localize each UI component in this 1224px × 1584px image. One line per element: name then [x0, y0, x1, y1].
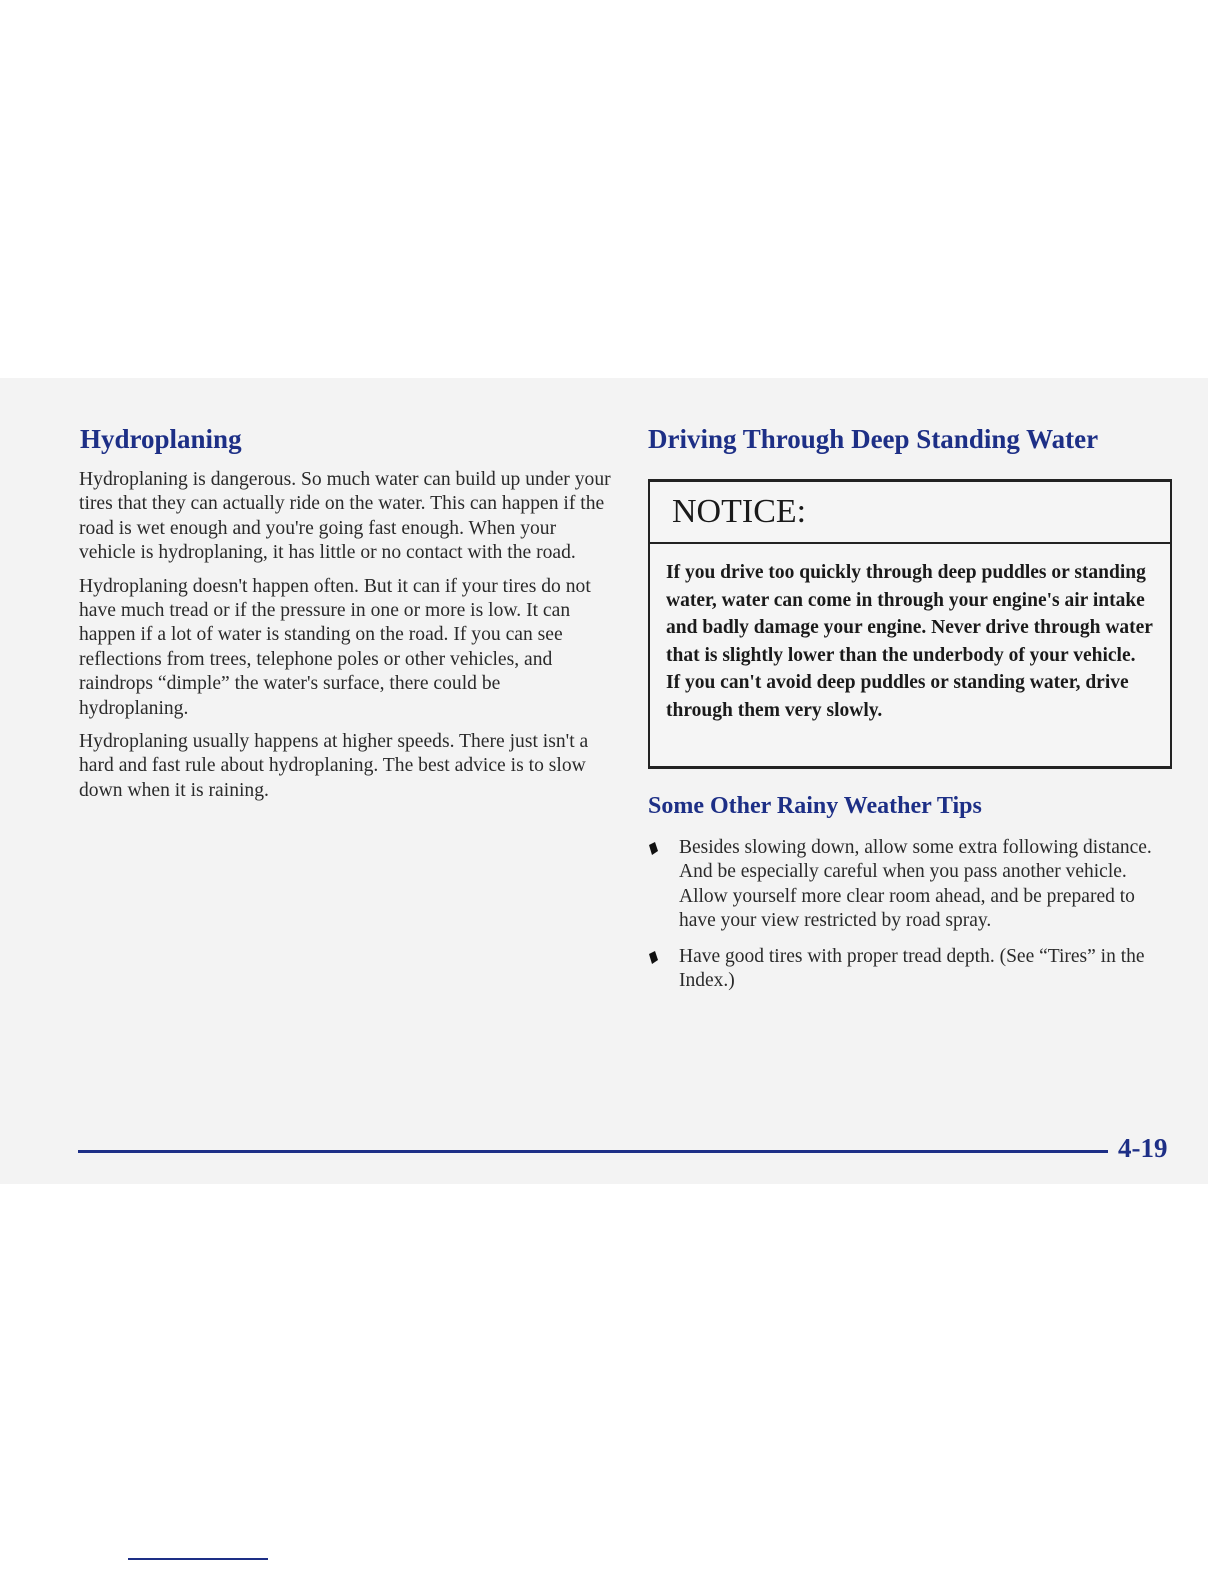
page-number: 4-19	[1118, 1133, 1168, 1163]
list-item	[648, 945, 1172, 994]
hydroplaning-heading: Hydroplaning	[80, 424, 242, 454]
notice-box	[648, 479, 1172, 769]
rainy-tips-heading: Some Other Rainy Weather Tips	[648, 793, 982, 819]
hydroplaning-paragraph-3: Hydroplaning usually happens at higher speeds. There just isn't a hard and fast rule about hydroplaning. The best advice is to slow down when it is raining.	[79, 731, 589, 801]
hydroplaning-paragraph-2: Hydroplaning doesn't happen often. But it can if your tires do not have much tread or if the pressure in one or more is low. It can happen if a lot of water is standing on the road. If you can see reflections from trees, telephone poles or other vehicles, and raindrops “dimple” the water's surface, there could be hydroplaning.	[79, 575, 591, 719]
rainy-tips-list	[648, 836, 1172, 1004]
bottom-line	[128, 1558, 268, 1560]
notice-body: If you drive too quickly through deep puddles or standing water, water can come in through your engine's air intake and badly damage your engine. Never drive through water that is slightly lower than the underbody of your vehicle. If you can't avoid deep puddles or standing water, drive through them very slowly.	[666, 562, 1153, 721]
hydroplaning-section	[79, 468, 611, 812]
footer-rule	[78, 1150, 1108, 1153]
notice-title: NOTICE:	[650, 482, 1170, 544]
deep-water-heading: Driving Through Deep Standing Water	[648, 424, 1099, 454]
list-item	[648, 836, 1172, 934]
tip-text-1: Besides slowing down, allow some extra following distance. And be especially careful when you pass another vehicle. Allow yourself more clear room ahead, and be prepared to have your view restricted by road spray.	[679, 837, 1152, 932]
hydroplaning-paragraph-1: Hydroplaning is dangerous. So much water can build up under your tires that they can actually ride on the water. This can happen if the road is wet enough and you're going fast enough. When your vehicle is hydroplaning, it has little or no contact with the road.	[79, 469, 611, 564]
tip-text-2: Have good tires with proper tread depth. (See “Tires” in the Index.)	[679, 945, 1145, 992]
